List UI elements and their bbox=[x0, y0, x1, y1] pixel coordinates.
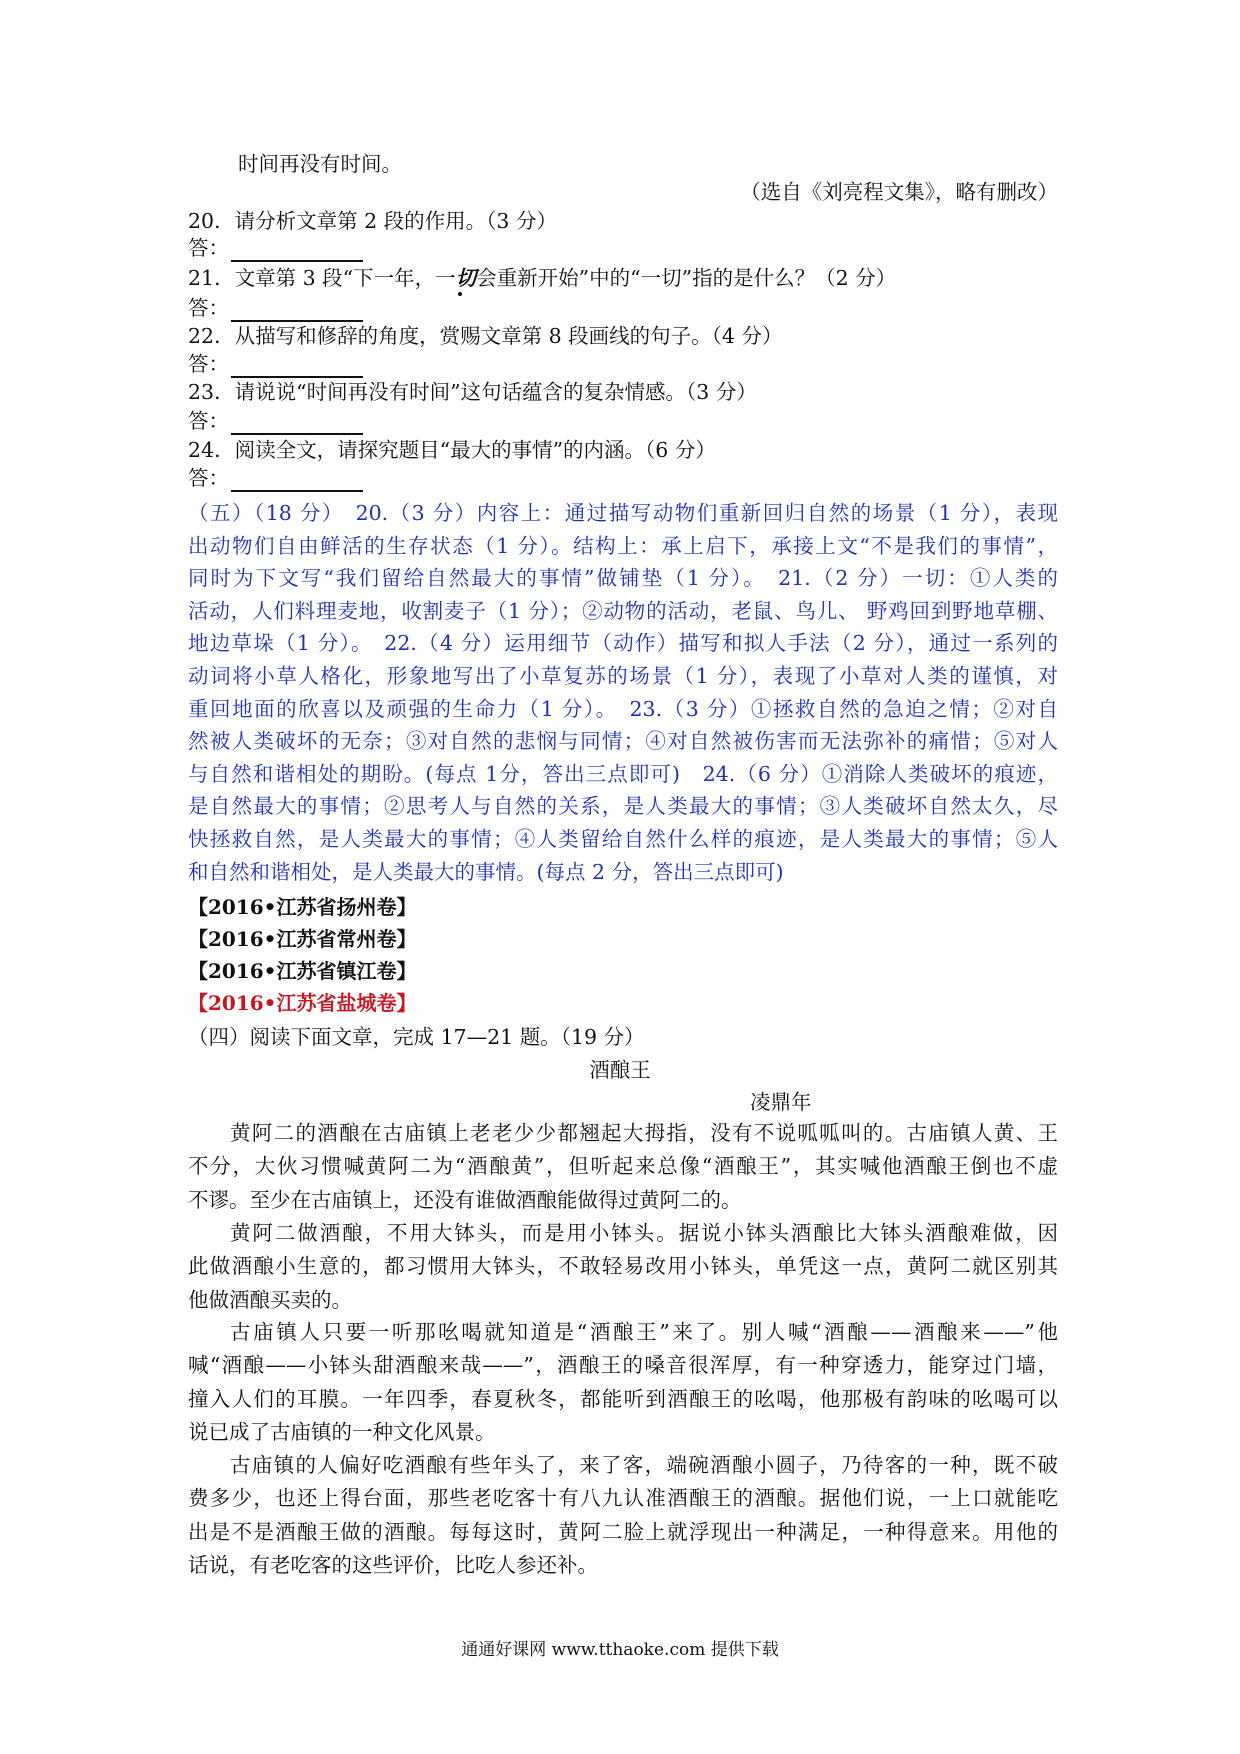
exam-heading-changzhou: 【2016•江苏省常州卷】 bbox=[188, 927, 417, 951]
article-paragraph-3 bbox=[188, 1316, 1058, 1449]
paragraph-line: 此做酒酿小生意的，都习惯用大钵头，不敢轻易改用小钵头，单凭这一点，黄阿二就区别其 bbox=[188, 1254, 1058, 1279]
answer-label: 答： bbox=[188, 296, 229, 320]
answer-row-24 bbox=[188, 464, 1058, 492]
answer-blank-20[interactable] bbox=[231, 240, 363, 262]
answer-key-line: 重回地面的欣喜以及顽强的生命力（1 分）。 23.（3 分）①拯救自然的急迫之情；②对自 bbox=[188, 696, 1058, 721]
paragraph-line: 古庙镇的人偏好吃酒酿有些年头了，来了客，端碗酒酿小圆子，乃待客的一种，既不破 bbox=[230, 1453, 1058, 1477]
question-22: 22．从描写和修辞的角度，赏赐文章第 8 段画线的句子。（4 分） bbox=[188, 324, 783, 348]
question-21-text-end: 会重新开始”中的“一切”指的是什么？（2 分） bbox=[476, 266, 897, 290]
answer-blank-21[interactable] bbox=[231, 300, 363, 322]
paragraph-line: 费多少，也还上得台面，那些老吃客十有八九认准酒酿王的酒酿。据他们说，一上口就能吃 bbox=[188, 1486, 1058, 1511]
answer-key bbox=[188, 497, 1058, 888]
paragraph-line: 撞入人们的耳膜。一年四季，春夏秋冬，都能听到酒酿王的吆喝，他那极有韵味的吆喝可以 bbox=[188, 1386, 1058, 1411]
paragraph-line: 古庙镇人只要一听那吆喝就知道是“酒酿王”来了。别人喊“酒酿——酒酿来——”他 bbox=[230, 1320, 1058, 1344]
answer-key-line: 是自然最大的事情；②思考人与自然的关系，是人类最大的事情；③人类破坏自然太久，尽 bbox=[188, 794, 1058, 819]
exam-heading-zhenjiang: 【2016•江苏省镇江卷】 bbox=[188, 959, 417, 983]
answer-row-20 bbox=[188, 234, 1058, 262]
question-21 bbox=[188, 264, 1058, 292]
answer-label: 答： bbox=[188, 352, 229, 376]
answer-blank-23[interactable] bbox=[231, 413, 363, 435]
paragraph-line: 说已成了古庙镇的一种文化风景。 bbox=[188, 1419, 496, 1444]
answer-key-line: 出动物们自由鲜活的生存状态（1 分）。结构上：承上启下，承接上文“不是我们的事情”， bbox=[188, 533, 1058, 558]
answer-blank-24[interactable] bbox=[231, 470, 363, 492]
article-title: 酒酿王 bbox=[589, 1058, 651, 1082]
paragraph-line: 话说，有老吃客的这些评价，比吃人参还补。 bbox=[188, 1552, 598, 1577]
answer-row-21 bbox=[188, 294, 1058, 322]
answer-label: 答： bbox=[188, 236, 229, 260]
question-21-text-start: 21．文章第 3 段“下一年，一 bbox=[188, 266, 456, 290]
exam-heading-yancheng: 【2016•江苏省盐城卷】 bbox=[188, 991, 417, 1015]
section-intro: （四）阅读下面文章，完成 17—21 题。（19 分） bbox=[188, 1025, 645, 1049]
article-paragraph-4 bbox=[188, 1449, 1058, 1582]
page-footer: 通通好课网 www.tthaoke.com 提供下载 bbox=[461, 1640, 779, 1660]
answer-key-line: 快拯救自然，是人类最大的事情；④人类留给自然什么样的痕迹，是人类最大的事情；⑤人 bbox=[188, 826, 1058, 851]
paragraph-line: 他做酒酿买卖的。 bbox=[188, 1287, 352, 1312]
answer-key-line: 活动，人们料理麦地，收割麦子（1 分）；②动物的活动，老鼠、鸟儿、 野鸡回到野地草棚、 bbox=[188, 598, 1058, 623]
answer-row-23 bbox=[188, 407, 1058, 435]
paragraph-line: 黄阿二的酒酿在古庙镇上老老少少都翘起大拇指，没有不说呱呱叫的。古庙镇人黄、王 bbox=[230, 1121, 1058, 1145]
answer-key-line: 然被人类破坏的无奈；③对自然的悲悯与同情；④对自然被伤害而无法弥补的痛惜；⑤对人 bbox=[188, 729, 1058, 754]
answer-key-line: 动词将小草人格化，形象地写出了小草复苏的场景（1 分），表现了小草对人类的谨慎，对 bbox=[188, 663, 1058, 688]
question-20: 20．请分析文章第 2 段的作用。（3 分） bbox=[188, 209, 557, 233]
answer-label: 答： bbox=[188, 409, 229, 433]
paragraph-line: 黄阿二做酒酿，不用大钵头，而是用小钵头。据说小钵头酒酿比大钵头酒酿难做，因 bbox=[230, 1221, 1058, 1245]
article-paragraph-1 bbox=[188, 1117, 1058, 1217]
source-citation: （选自《刘亮程文集》，略有删改） bbox=[740, 180, 1058, 204]
paragraph-line: 不分，大伙习惯喊黄阿二为“酒酿黄”，但听起来总像“酒酿王”，其实喊他酒酿王倒也不虚 bbox=[188, 1154, 1058, 1179]
answer-key-line: （五）（18 分） 20.（3 分）内容上：通过描写动物们重新回归自然的场景（1 分），表现 bbox=[188, 501, 1058, 525]
paragraph-line: 不谬。至少在古庙镇上，还没有谁做酒酿能做得过黄阿二的。 bbox=[188, 1187, 742, 1212]
answer-label: 答： bbox=[188, 466, 229, 490]
emphasized-char: 切 bbox=[455, 266, 477, 290]
question-24: 24．阅读全文，请探究题目“最大的事情”的内涵。（6 分） bbox=[188, 438, 716, 462]
answer-row-22 bbox=[188, 350, 1058, 378]
answer-blank-22[interactable] bbox=[231, 356, 363, 378]
exam-heading-yangzhou: 【2016•江苏省扬州卷】 bbox=[188, 895, 417, 919]
continuation-line: 时间再没有时间。 bbox=[238, 152, 402, 176]
answer-key-line: 与自然和谐相处的期盼。(每点 1分，答出三点即可) 24.（6 分）①消除人类破坏的痕迹， bbox=[188, 761, 1058, 786]
paragraph-line: 喊“酒酿——小钵头甜酒酿来哉——”，酒酿王的嗓音很浑厚，有一种穿透力，能穿过门墙， bbox=[188, 1353, 1058, 1378]
answer-key-line: 同时为下文写“我们留给自然最大的事情”做铺垫（1 分）。 21.（2 分）一切：①人类的 bbox=[188, 566, 1058, 591]
answer-key-line: 地边草垛（1 分）。 22.（4 分）运用细节（动作）描写和拟人手法（2 分），通过一系列的 bbox=[188, 631, 1058, 656]
article-author: 凌鼎年 bbox=[750, 1090, 812, 1114]
answer-key-line: 和自然和谐相处，是人类最大的事情。(每点 2 分，答出三点即可) bbox=[188, 859, 784, 884]
article-paragraph-2 bbox=[188, 1217, 1058, 1317]
paragraph-line: 出是不是酒酿王做的酒酿。每每这时，黄阿二脸上就浮现出一种满足，一种得意来。用他的 bbox=[188, 1519, 1058, 1544]
question-23: 23．请说说“时间再没有时间”这句话蕴含的复杂情感。（3 分） bbox=[188, 380, 757, 404]
